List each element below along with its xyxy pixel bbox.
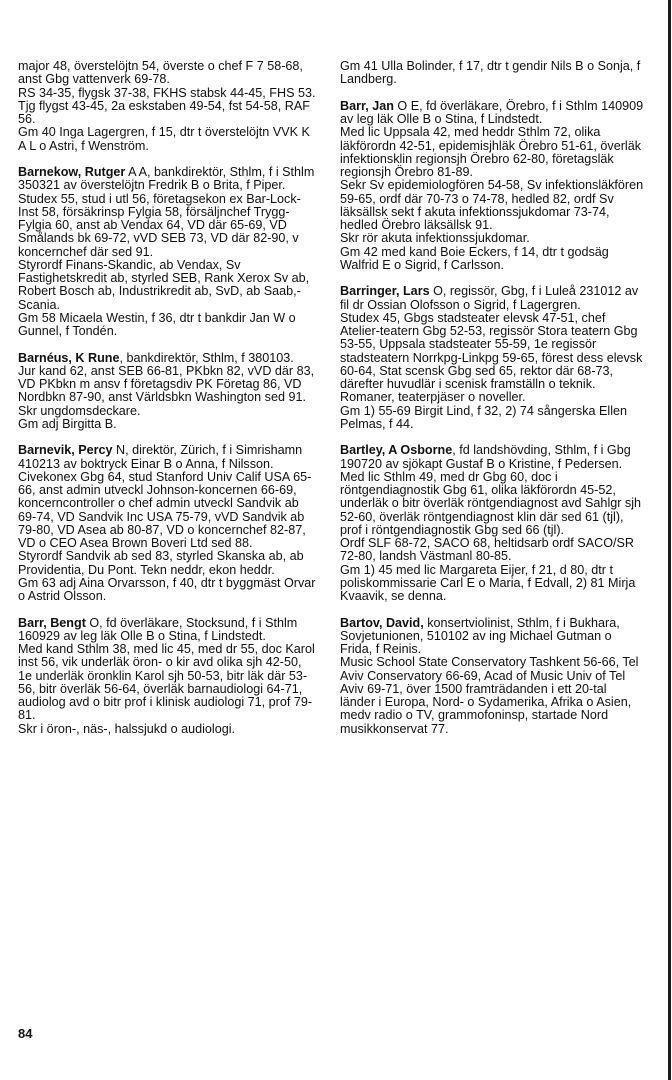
- right-column: [340, 60, 644, 749]
- entry-name: Barr, Bengt: [18, 615, 86, 630]
- page-number: 84: [18, 1026, 33, 1041]
- entry-line: Gm 40 Inga Lagergren, f 15, dtr t överstelöjtn VVK K A L o Astri, f Wenström.: [18, 125, 310, 153]
- entry-intro: , bankdirektör, Sthlm, f 380103.: [119, 350, 294, 365]
- page-edge-border: [668, 0, 671, 1080]
- entry-line: Civekonex Gbg 64, stud Stanford Univ Calif USA 65-66, anst admin utveckl Johnson-koncernen 66-69, koncerncontroller o chef admin utveckl Sandvik ab 69-74, VD Sandvik Inc USA 75-79, vVD Sandvik ab 79-80, VD Asea ab 80-87, VD o koncernchef 82-87, VD o CEO Asea Brown Boveri Ltd sed 88.: [18, 469, 312, 550]
- entry-line: Med lic Uppsala 42, med heddr Sthlm 72, olika läkförordn 42-51, epidemisjhläk Örebro 51-61, överläk infektionsklin regionsjh Örebro 62-80, företagsläk regionsjh Örebro 81-89.: [340, 125, 642, 179]
- entry-barringer: [340, 285, 644, 431]
- entry-name: Barnevik, Percy: [18, 443, 113, 458]
- entry-intro: konsertviolinist, Sthlm, f i Bukhara, Sovjetunionen, 510102 av ing Michael Gutman o Frida, f Reinis.: [340, 615, 620, 656]
- entry-barr-jan: [340, 100, 644, 272]
- entry-line: Studex 55, stud i utl 56, företagsekon ex Bar-Lock-Inst 58, försäkrinsp Fylgia 58, försäljnchef Trygg-Fylgia 60, anst ab Vendax 64, VD där 65-69, VD Smålands bk 69-72, vVD SEB 73, VD där 82-90, v koncernchef där sed 91.: [18, 191, 301, 259]
- entry-line: Gm 42 med kand Boie Eckers, f 14, dtr t godsäg Walfrid E o Sigrid, f Carlsson.: [340, 244, 609, 272]
- entry-intro: O, fd överläkare, Stocksund, f i Sthlm 160929 av leg läk Olle B o Stina, f Lindstedt.: [18, 615, 298, 643]
- entry-continued-right: [340, 60, 644, 87]
- entry-line: [18, 444, 318, 471]
- entry-line: Med lic Sthlm 49, med dr Gbg 60, doc i röntgendiagnostik Gbg 61, olika läkförordn 45-52, underläk o bitr överläk röntgendiagnost avd Sahlgr sjh 52-60, överläk röntgendiagnost klin där sed 61 (tjl), prof i röntgendiagnostik Gbg sed 66 (tjl).: [340, 469, 642, 537]
- entry-line: Jur kand 62, anst SEB 66-81, PKbkn 82, vVD där 83, VD PKbkn m ansv f företagsdiv PK Företag 86, VD Nordbkn 87-90, anst Världsbkn Washington sed 91.: [18, 363, 315, 405]
- entry-line: [340, 285, 644, 312]
- entry-line: Styrordf Sandvik ab sed 83, styrled Skanska ab, ab Providentia, Du Pont. Tekn neddr, ekon heddr.: [18, 549, 304, 577]
- entry-line: Gm adj Birgitta B.: [18, 416, 117, 431]
- entry-intro: O, regissör, Gbg, f i Luleå 231012 av fil dr Ossian Olofsson o Sigrid, f Lagergren.: [340, 284, 639, 312]
- entry-bartov: [340, 617, 644, 736]
- entry-line: [340, 100, 644, 127]
- entry-line: Gm 41 Ulla Bolinder, f 17, dtr t gendir Nils B o Sonja, f Landberg.: [340, 59, 641, 87]
- entry-line: Gm 58 Micaela Westin, f 36, dtr t bankdir Jan W o Gunnel, f Tondén.: [18, 310, 296, 338]
- entry-line: Skr i öron-, näs-, halssjukd o audiologi.: [18, 721, 236, 736]
- entry-line: RS 34-35, flygsk 37-38, FKHS stabsk 44-45, FHS 53.: [18, 85, 316, 100]
- entry-intro: N, direktör, Zürich, f i Simrishamn 410213 av boktryck Einar B o Anna, f Nilsson.: [18, 443, 303, 471]
- entry-line: [18, 166, 318, 193]
- entry-barr-bengt: [18, 617, 318, 736]
- entry-line: Music School State Conservatory Tashkent 56-66, Tel Aviv Conservatory 66-69, Acad of Music Univ of Tel Aviv 69-71, över 1500 framträdanden i ett 20-tal länder i Europa, Nord- o Sydamerika, Afrika o Asien, medv radio o TV, grammofoninsp, startade Nord musikkonservat 77.: [340, 655, 639, 736]
- entry-line: Skr rör akuta infektionssjukdomar.: [340, 231, 530, 246]
- entry-line: Tjg flygst 43-45, 2a eskstaben 49-54, fst 54-58, RAF 56.: [18, 98, 310, 126]
- entry-name: Barr, Jan: [340, 98, 394, 113]
- entry-continued-left: [18, 60, 318, 153]
- entry-line: Sekr Sv epidemiologfören 54-58, Sv infektionsläkfören 59-65, ordf där 70-73 o 74-78, hedled 82, ordf Sv läksällsk sekt f akuta infektionssjukdomar 73-74, hedled Örebro läksällsk 91.: [340, 178, 644, 232]
- entry-barnekow: [18, 166, 318, 338]
- entry-intro: A A, bankdirektör, Sthlm, f i Sthlm 350321 av överstelöjtn Fredrik B o Brita, f Piper.: [18, 165, 315, 193]
- entry-barneus: [18, 352, 318, 432]
- entry-name: Barnekow, Rutger: [18, 165, 126, 179]
- entry-line: Studex 45, Gbgs stadsteater elevsk 47-51, chef Atelier-teatern Gbg 52-53, regissör Stora teatern Gbg 53-55, Uppsala stadsteater 55-59, 1e regissör stadsteatern Norrkpg-Linkpg 59-65, förest dess elevsk 60-64, Stat scensk Gbg sed 65, rektor där 68-73, därefter huvudlär i scenisk framställn o teknik.: [340, 310, 643, 391]
- entry-line: [18, 352, 318, 365]
- entry-line: Skr ungdomsdeckare.: [18, 403, 141, 418]
- entry-bartley: [340, 444, 644, 603]
- entry-intro: O E, fd överläkare, Örebro, f i Sthlm 140909 av leg läk Olle B o Stina, f Lindstedt.: [340, 98, 644, 126]
- entry-line: major 48, överstelöjtn 54, överste o chef F 7 58-68, anst Gbg vattenverk 69-78.: [18, 59, 303, 87]
- entry-line: Gm 63 adj Aina Orvarsson, f 40, dtr t byggmäst Orvar o Astrid Olsson.: [18, 575, 316, 603]
- entry-line: Gm 1) 55-69 Birgit Lind, f 32, 2) 74 sångerska Ellen Pelmas, f 44.: [340, 403, 628, 431]
- entry-name: Barnéus, K Rune: [18, 350, 120, 365]
- entry-barnevik: [18, 444, 318, 603]
- entry-line: Ordf SLF 68-72, SACO 68, heltidsarb ordf SACO/SR 72-80, landsh Västmanl 80-85.: [340, 536, 634, 564]
- entry-line: Styrordf Finans-Skandic, ab Vendax, Sv Fastighetskredit ab, styrled SEB, Rank Xerox Sv ab, Robert Bosch ab, Industrikredit ab, SvD, ab Saab,-Scania.: [18, 257, 310, 312]
- entry-intro: , fd landshövding, Sthlm, f i Gbg 190720 av sjökapt Gustaf B o Kristine, f Pedersen.: [340, 443, 631, 471]
- entry-name: Bartley, A Osborne: [340, 443, 453, 458]
- entry-name: Barringer, Lars: [340, 284, 430, 299]
- entry-line: [340, 617, 644, 657]
- entry-line: Med kand Sthlm 38, med lic 45, med dr 55, doc Karol inst 56, vik underläk öron- o kir avd olika sjh 42-50, 1e underläk öronklin Karol sjh 50-53, bitr läk där 53-56, bitr överläk 56-64, överläk barnaudiologi 64-71, audiolog avd o bitr prof i klinisk audiologi 71, prof 79-81.: [18, 642, 315, 723]
- entry-name: Bartov, David,: [340, 615, 424, 630]
- left-column: [18, 60, 318, 749]
- entry-line: Gm 1) 45 med lic Margareta Eijer, f 21, d 80, dtr t poliskommissarie Carl E o Maria, f Edvall, 2) 81 Mirja Kvaavik, se denna.: [340, 562, 636, 603]
- entry-line: [340, 444, 644, 471]
- entry-line: [18, 617, 318, 644]
- entry-line: Romaner, teaterpjäser o noveller.: [340, 390, 526, 405]
